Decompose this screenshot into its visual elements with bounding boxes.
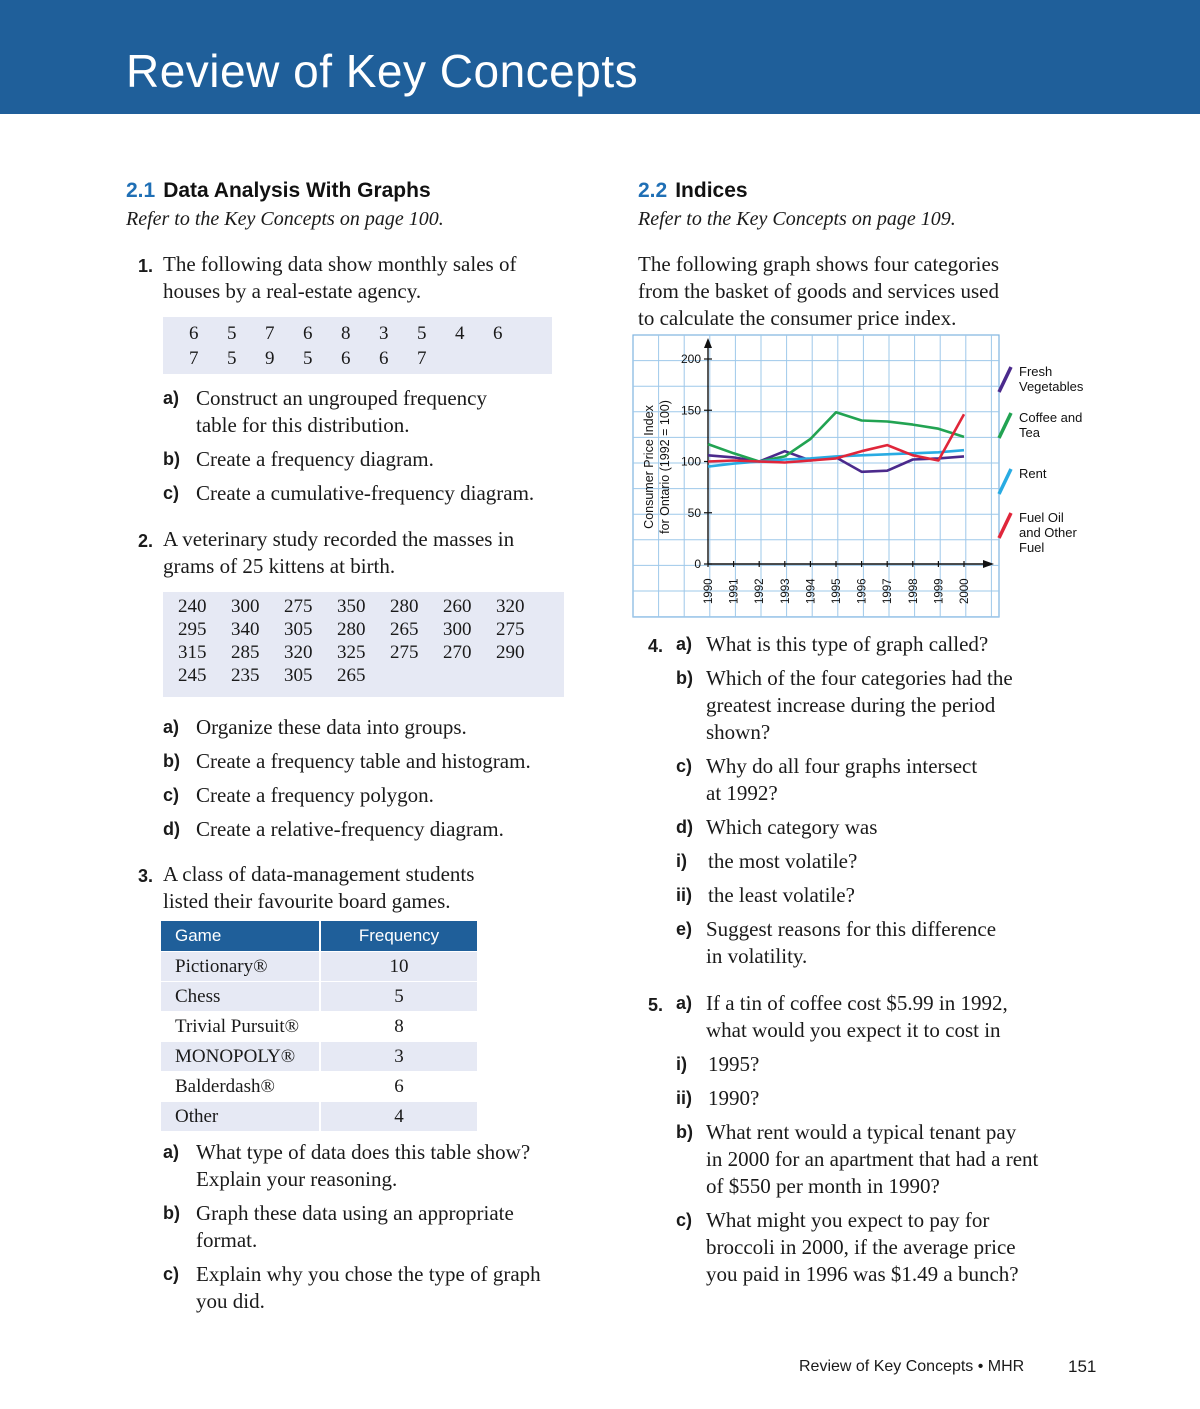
y-tick-label: 0 (694, 557, 701, 571)
part-label: e) (676, 919, 693, 939)
question-1-parts (163, 385, 603, 507)
graph-intro (638, 251, 999, 332)
legend-swatch (999, 513, 1011, 538)
part-label: c) (163, 483, 180, 503)
y-axis-label: Consumer Price Index (642, 405, 656, 529)
frequency-cell: 4 (320, 1102, 477, 1132)
question-3-text (163, 861, 474, 915)
question-2-number: 2. (138, 531, 154, 551)
table-row (178, 664, 549, 687)
table-cell: 280 (337, 618, 366, 640)
part-text: you did. (196, 1289, 265, 1313)
part-text: you paid in 1996 was $1.49 a bunch? (706, 1262, 1019, 1286)
table-cell: 275 (390, 641, 419, 663)
subpart-label: i) (676, 851, 687, 871)
question-3-parts (163, 1139, 603, 1315)
part-label: b) (676, 1122, 693, 1142)
table-cell: 6 (341, 347, 351, 369)
game-cell: MONOPOLY® (161, 1042, 320, 1072)
part-text: in volatility. (706, 944, 808, 968)
x-tick-label: 1990 (703, 578, 715, 604)
part-text: Which category was (706, 815, 878, 839)
part-label: b) (163, 1203, 180, 1223)
q1-line: The following data show monthly sales of (163, 252, 517, 276)
question-5-parts (676, 990, 1116, 1288)
legend-swatch (999, 469, 1011, 494)
question-5-number: 5. (648, 995, 664, 1015)
table-cell (443, 664, 496, 687)
x-tick-label: 1997 (882, 578, 895, 604)
part-text: at 1992? (706, 781, 778, 805)
legend-label: Fuel (1019, 540, 1045, 555)
part-text: Why do all four graphs intersect (706, 754, 978, 778)
part-text: If a tin of coffee cost $5.99 in 1992, (706, 991, 1008, 1015)
q1-line: houses by a real-estate agency. (163, 279, 422, 303)
frequency-cell: 6 (320, 1072, 477, 1102)
part-text: what would you expect it to cost in (706, 1018, 1001, 1042)
title-banner (0, 0, 1200, 114)
legend-swatch (999, 413, 1011, 438)
section-2-1-reference: Refer to the Key Concepts on page 100. (126, 208, 444, 230)
q2-line: A veterinary study recorded the masses in (163, 527, 515, 551)
part-text: What type of data does this table show? (196, 1140, 531, 1164)
subpart-label: ii) (676, 885, 692, 905)
part-text: Create a frequency diagram. (196, 447, 434, 471)
question-2-parts (163, 714, 603, 843)
table-cell: 315 (178, 641, 207, 663)
kitten-mass-table (163, 592, 564, 697)
table-cell: 290 (496, 641, 525, 663)
part-label: b) (676, 668, 693, 688)
table-cell: 305 (284, 664, 313, 686)
part-text: Create a frequency table and histogram. (196, 749, 531, 773)
section-2-2-heading (638, 179, 748, 203)
board-games-table (161, 921, 477, 1131)
table-cell: 305 (284, 618, 313, 640)
x-tick-label: 1999 (933, 578, 946, 604)
chart-legend (995, 362, 1105, 562)
part-label: c) (163, 785, 180, 805)
part-text: 1995? (708, 1052, 760, 1076)
table-cell: 275 (496, 618, 525, 640)
part-text: format. (196, 1228, 258, 1252)
frequency-cell: 8 (320, 1012, 477, 1042)
x-tick-label: 1991 (728, 578, 741, 604)
part-label: a) (163, 1142, 180, 1162)
game-cell: Trivial Pursuit® (161, 1012, 320, 1042)
sales-values (189, 321, 523, 371)
table-cell: 320 (284, 641, 313, 663)
table-cell: 235 (231, 664, 260, 686)
table-cell: 320 (496, 595, 525, 617)
table-cell: 7 (189, 347, 199, 369)
kitten-values (178, 595, 549, 687)
table-cell (390, 664, 443, 687)
x-tick-label: 1993 (779, 578, 792, 604)
question-4-parts (676, 631, 1116, 970)
section-2-2-reference: Refer to the Key Concepts on page 109. (638, 208, 956, 230)
game-cell: Other (161, 1102, 320, 1132)
game-cell: Pictionary® (161, 952, 320, 982)
monthly-sales-table (163, 317, 552, 374)
part-text: the most volatile? (708, 849, 858, 873)
part-text: Organize these data into groups. (196, 715, 467, 739)
subpart-label: ii) (676, 1088, 692, 1108)
table-cell: 260 (443, 595, 472, 617)
part-label: b) (163, 751, 180, 771)
table-cell: 5 (227, 347, 237, 369)
column-header-frequency: Frequency (320, 921, 477, 952)
part-label: a) (676, 993, 693, 1013)
y-axis-label: for Ontario (1992 = 100) (658, 400, 672, 534)
table-cell: 6 (189, 322, 199, 344)
subpart-label: i) (676, 1054, 687, 1074)
section-2-1-heading (126, 179, 431, 203)
part-text: Create a relative-frequency diagram. (196, 817, 504, 841)
legend-label: Fuel Oil (1019, 510, 1064, 525)
cpi-line-chart (632, 334, 1000, 618)
table-cell: 350 (337, 595, 366, 617)
table-cell: 325 (337, 641, 366, 663)
table-cell: 265 (337, 664, 366, 686)
legend-swatch (999, 367, 1011, 392)
x-tick-label: 1992 (754, 578, 767, 604)
table-cell: 295 (178, 618, 207, 640)
legend-label: and Other (1019, 525, 1077, 540)
part-text: greatest increase during the period (706, 693, 996, 717)
y-tick-label: 150 (680, 403, 701, 418)
y-tick-label: 100 (680, 454, 701, 469)
part-text: Which of the four categories had the (706, 666, 1013, 690)
table-row (161, 1012, 477, 1042)
table-row (161, 1102, 477, 1132)
x-tick-label: 1998 (907, 578, 920, 604)
table-cell: 9 (265, 347, 275, 369)
intro-line: to calculate the consumer price index. (638, 306, 957, 330)
table-cell: 7 (417, 347, 427, 369)
table-row (161, 952, 477, 982)
section-title: Data Analysis With Graphs (163, 179, 431, 202)
table-cell: 6 (303, 322, 313, 344)
table-cell: 245 (178, 664, 207, 686)
frequency-cell: 5 (320, 982, 477, 1012)
table-cell: 6 (379, 347, 389, 369)
part-text: in 2000 for an apartment that had a rent (706, 1147, 1039, 1171)
table-row (178, 641, 549, 664)
x-tick-label: 1994 (805, 578, 818, 604)
table-row (178, 618, 549, 641)
part-text: Create a cumulative-frequency diagram. (196, 481, 535, 505)
table-cell: 4 (455, 322, 465, 344)
part-text: broccoli in 2000, if the average price (706, 1235, 1016, 1259)
chart-frame (633, 335, 999, 617)
table-row (161, 982, 477, 1012)
part-text: of $550 per month in 1990? (706, 1174, 940, 1198)
part-label: a) (676, 634, 693, 654)
x-tick-label: 1995 (831, 578, 843, 604)
x-tick-label: 2000 (959, 578, 971, 604)
table-cell: 275 (284, 595, 313, 617)
table-cell (496, 664, 549, 687)
part-label: b) (163, 449, 180, 469)
table-cell: 5 (227, 322, 237, 344)
part-text: table for this distribution. (196, 413, 410, 437)
part-label: a) (163, 388, 180, 408)
q2-line: grams of 25 kittens at birth. (163, 554, 396, 578)
section-title: Indices (675, 179, 748, 202)
frequency-cell: 10 (320, 952, 477, 982)
part-text: Explain why you chose the type of graph (196, 1262, 541, 1286)
y-tick-label: 200 (680, 352, 701, 366)
page-number: 151 (1068, 1357, 1097, 1376)
q3-line: A class of data-management students (163, 862, 475, 886)
question-2-text (163, 526, 514, 580)
part-text: Graph these data using an appropriate (196, 1201, 514, 1225)
q3-line: listed their favourite board games. (163, 889, 451, 913)
section-number: 2.2 (638, 179, 668, 202)
part-text: What rent would a typical tenant pay (706, 1120, 1017, 1144)
part-label: d) (676, 817, 693, 837)
part-text: What is this type of graph called? (706, 632, 989, 656)
question-3-number: 3. (138, 866, 154, 886)
table-row (161, 1042, 477, 1072)
table-row (178, 595, 549, 618)
column-header-game: Game (161, 921, 320, 952)
table-cell: 300 (231, 595, 260, 617)
table-cell: 285 (231, 641, 260, 663)
table-cell: 5 (417, 322, 427, 344)
table-cell: 6 (493, 322, 503, 344)
table-cell: 3 (379, 322, 389, 344)
part-label: a) (163, 717, 180, 737)
question-4-number: 4. (648, 636, 664, 656)
table-row (161, 1072, 477, 1102)
part-text: the least volatile? (708, 883, 855, 907)
legend-label: Fresh (1019, 364, 1053, 379)
part-text: Create a frequency polygon. (196, 783, 434, 807)
game-cell: Balderdash® (161, 1072, 320, 1102)
part-label: d) (163, 819, 180, 839)
section-number: 2.1 (126, 179, 156, 202)
intro-line: The following graph shows four categories (638, 252, 999, 276)
table-cell: 5 (303, 347, 313, 369)
legend-label: Rent (1019, 466, 1047, 481)
table-cell: 270 (443, 641, 472, 663)
question-1-number: 1. (138, 256, 154, 276)
table-cell: 280 (390, 595, 419, 617)
table-cell: 7 (265, 322, 275, 344)
frequency-cell: 3 (320, 1042, 477, 1072)
footer-text: Review of Key Concepts • MHR (799, 1358, 1025, 1375)
intro-line: from the basket of goods and services used (638, 279, 999, 303)
table-cell: 340 (231, 618, 260, 640)
y-tick-label: 50 (687, 505, 701, 520)
x-tick-label: 1996 (856, 578, 869, 604)
page-title: Review of Key Concepts (126, 45, 639, 97)
legend-label: Vegetables (1019, 379, 1084, 394)
table-cell: 240 (178, 595, 207, 617)
game-cell: Chess (161, 982, 320, 1012)
part-label: c) (163, 1264, 180, 1284)
part-text: What might you expect to pay for (706, 1208, 990, 1232)
part-text: shown? (706, 720, 771, 744)
legend-label: Tea (1019, 425, 1040, 440)
part-text: 1990? (708, 1086, 760, 1110)
legend-label: Coffee and (1019, 410, 1083, 425)
part-text: Suggest reasons for this difference (706, 917, 997, 941)
part-label: c) (676, 1210, 693, 1230)
question-1-text (163, 251, 516, 305)
table-cell: 265 (390, 618, 419, 640)
table-cell: 300 (443, 618, 472, 640)
part-text: Construct an ungrouped frequency (196, 386, 487, 410)
part-text: Explain your reasoning. (196, 1167, 398, 1191)
part-label: c) (676, 756, 693, 776)
table-cell: 8 (341, 322, 351, 344)
